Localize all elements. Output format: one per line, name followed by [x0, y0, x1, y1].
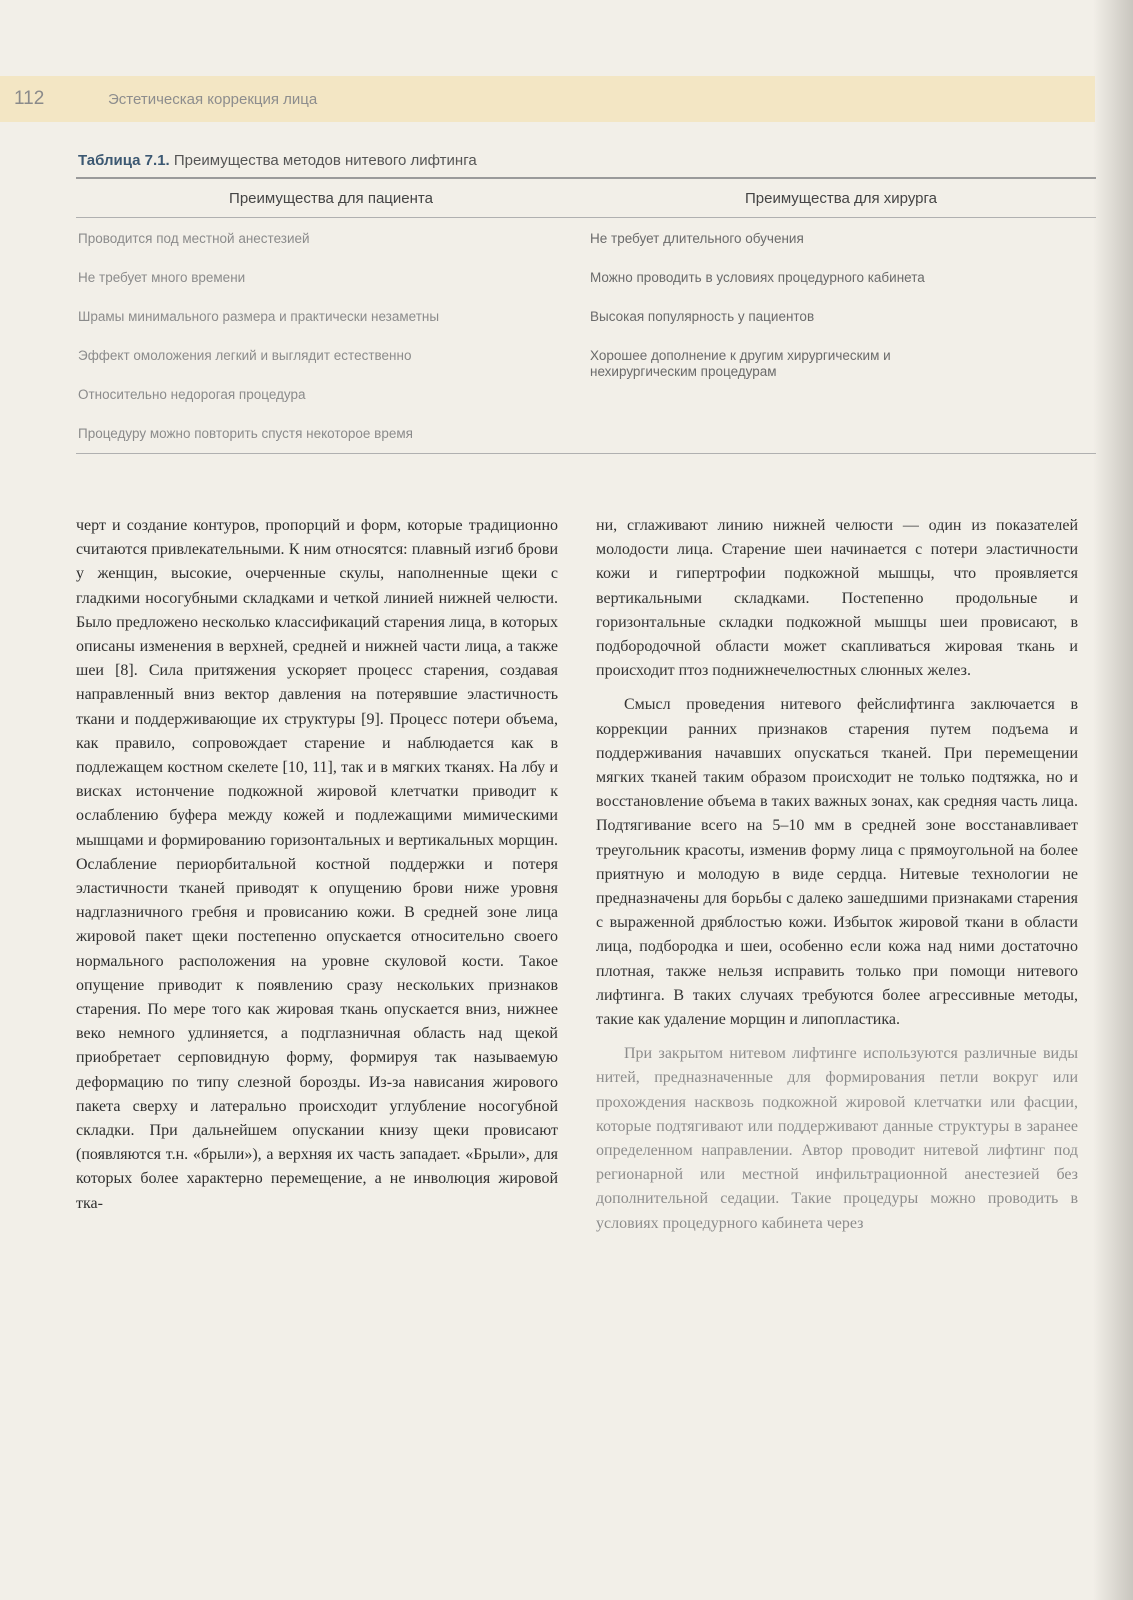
page-number: 112 — [14, 88, 45, 109]
paragraph: черт и создание контуров, пропорций и форм, которые традиционно считаются привлекательными. К ним относятся: плавный изгиб брови у женщин, высокие, очерченные скулы, наполненные щеки с гладкими носогубными складками и четкой линией нижней челюсти. Было предложено несколько классификаций старения лица, в которых описаны изменения в верхней, средней и нижней части лица, а также шеи [8]. Сила притяжения ускоряет процесс старения, создавая направленный вниз вектор давления на потерявшие эластичность ткани и поддерживающие их структуры [9]. Процесс потери объема, как правило, сопровождает старение и наблюдается как в подлежащем костном скелете [10, 11], так и в мягких тканях. На лбу и висках истончение подкожной жировой клетчатки приводит к ослаблению буфера между кожей и подлежащими мимическими мышцами и формированию горизонтальных и вертикальных морщин. Ослабление периорбитальной костной поддержки и потеря эластичности тканей приводят к опущению брови ниже уровня надглазничного гребня и провисанию кожи. В средней зоне лица жировой пакет щеки постепенно опускается относительно своего нормального расположения на уровне скуловой кости. Такое опущение приводит к появлению сразу нескольких признаков старения. По мере того как жировая ткань опускается вниз, нижнее веко немного удлиняется, а подглазничная область над щекой приобретает серповидную форму, формируя так называемую деформацию по типу слезной борозды. Из-за нависания жирового пакета сверху и латерально происходит углубление носогубной складки. При дальнейшем опускании книзу щеки провисают (появляются т.н. «брыли»), а верхняя их часть западает. «Брыли», для которых более характерно перемещение, а не инволюция жировой тка- — [76, 517, 558, 1212]
table-bottom-rule — [76, 453, 1096, 454]
table-cell: Хорошее дополнение к другим хирургическим и нехирургическим процедурам — [590, 348, 891, 379]
table-cell: Можно проводить в условиях процедурного кабинета — [590, 270, 925, 285]
table-cell: Шрамы минимального размера и практически незаметны — [78, 309, 440, 324]
table-cell: Проводится под местной анестезией — [78, 231, 310, 246]
table-cell: Процедуру можно повторить спустя некоторое время — [78, 426, 413, 441]
table-header-patient: Преимущества для пациента — [229, 189, 433, 207]
table-header-surgeon: Преимущества для хирурга — [744, 189, 938, 207]
table-cell: Высокая популярность у пациентов — [590, 309, 815, 324]
table-cell: Эффект омоложения легкий и выглядит естественно — [78, 348, 412, 363]
advantages-table — [76, 177, 1096, 458]
body-column-left — [76, 514, 558, 1216]
paragraph: Смысл проведения нитевого фейслифтинга заключается в коррекции ранних признаков старения путем подъема и поддерживания начавших опускаться тканей. При перемещении мягких тканей таким образом происходит не только подтяжка, но и восстановление объема в таких важных зонах, как средняя часть лица. Подтягивание всего на 5–10 мм в средней зоне восстанавливает треугольник красоты, изменив форму лица с прямоугольной на более приятную и молодую в виде сердца. Нитевые технологии не предназначены для борьбы с далеко зашедшими признаками старения с выраженной дряблостью кожи. Избыток жировой ткани в области лица, подбородка и шеи, особенно если кожа над ними достаточно плотная, также нельзя исправить только при помощи нитевого лифтинга. В таких случаях требуются более агрессивные методы, такие как удаление морщин и липопластика. — [596, 696, 1078, 1029]
page-edge-shadow — [1093, 0, 1133, 1600]
table-header-row — [76, 179, 1096, 218]
table-cell: Не требует много времени — [78, 270, 246, 285]
table-column-patient — [76, 224, 588, 458]
table-caption-text: Преимущества методов нитевого лифтинга — [173, 152, 477, 169]
table-cell: Не требует длительного обучения — [590, 231, 804, 246]
table-column-surgeon — [588, 224, 1096, 458]
table-cell: Относительно недорогая процедура — [78, 387, 306, 402]
running-title: Эстетическая коррекция лица — [108, 91, 318, 108]
paragraph: При закрытом нитевом лифтинге используются различные виды нитей, предназначенные для формирования петли вокруг или прохождения насквозь подкожной жировой клетчатки или фасции, которые подтягивают или поддерживают данные структуры в заранее определенном направлении. Автор проводит нитевой лифтинг под регионарной или местной инфильтрационной анестезией без дополнительной седации. Такие процедуры можно проводить в условиях процедурного кабинета через — [596, 1045, 1078, 1232]
table-caption-label: Таблица 7.1. — [78, 152, 170, 169]
body-column-right — [596, 514, 1078, 1236]
table-caption — [78, 152, 477, 169]
paragraph: ни, сглаживают линию нижней челюсти — один из показателей молодости лица. Старение шеи начинается с потери эластичности кожи и гипертрофии подкожной мышцы, что проявляется вертикальными складками. Постепенно продольные и горизонтальные складки подкожной мышцы шеи провисают, в подбородочной области может скапливаться жировая ткань и происходит птоз поднижнечелюстных слюнных желез. — [596, 517, 1078, 680]
